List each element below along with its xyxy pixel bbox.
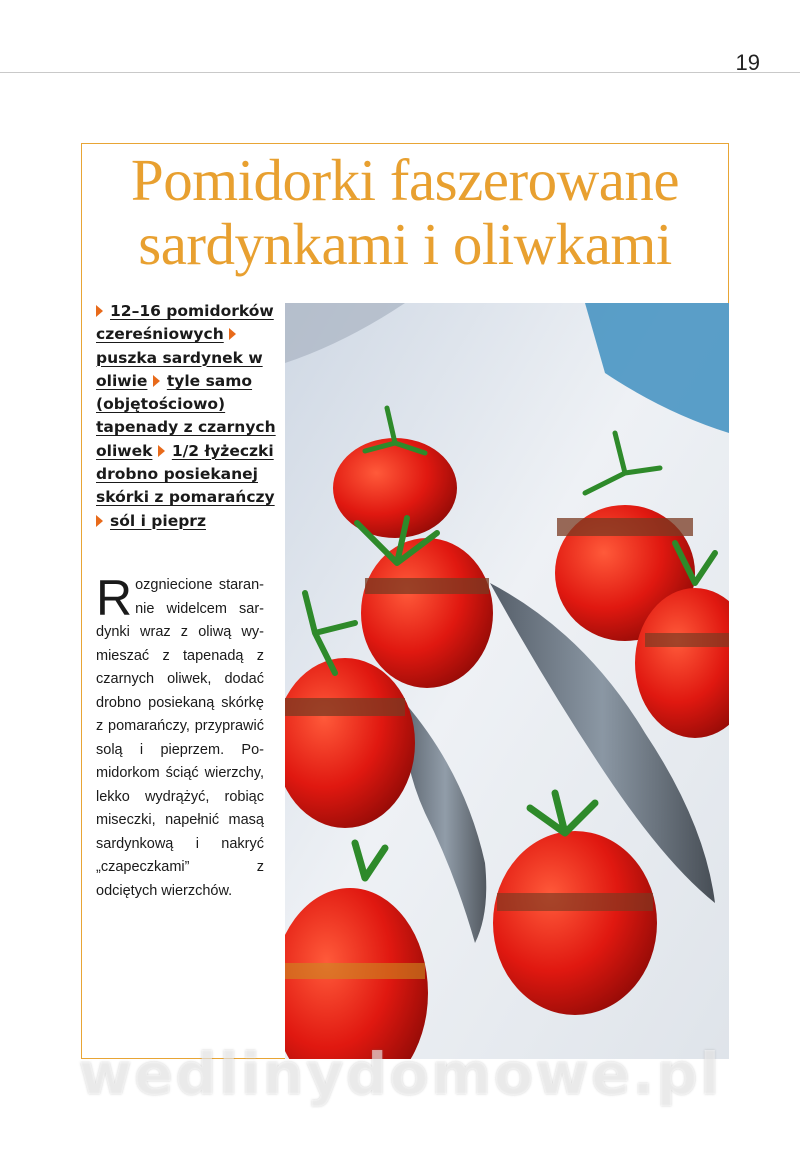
bullet-icon [96,515,103,527]
bullet-icon [229,328,236,340]
bullet-icon [153,375,160,387]
ingredient-item: 12–16 pomidorków czereśniowych [96,302,274,344]
recipe-title [84,148,726,276]
header-rule [0,72,800,73]
ingredient-item: sól i pieprz [96,512,206,530]
page-number: 19 [735,50,760,75]
ingredient-item: 1/2 łyżeczki drobno posiekanej skórki z pomarańczy [96,441,275,507]
method-paragraph [96,570,264,903]
stuffed-tomatoes-photo [285,303,729,1059]
title-line-2: sardynkami i oliwkami [138,211,672,277]
bullet-icon [96,305,103,317]
ingredient-item: tyle samo (objętościowo) tapenady z czarnych oliwek [96,371,276,460]
bullet-icon [158,445,165,457]
method-text: ozgniecione starannie widelcem sardynki wraz z oliwą wymieszać z tapenadą z czarnych oliwek, dodać drobno posiekaną skórkę z pomarańczy, przyprawić solą i pieprzem. Pomidorkom ściąć wierzchy, lekko wydrążyć, robiąc miseczki, napełnić masą sardynkową i nakryć „czapeczkami” z odciętych wierzchów. [96,577,264,899]
ingredient-item: puszka sardynek w oliwie [96,325,263,390]
drop-cap: R [96,570,133,626]
title-line-1: Pomidorki faszerowane [130,147,680,213]
ingredient-list [96,300,278,533]
watermark: wedlinydomowe.pl [78,1040,722,1108]
